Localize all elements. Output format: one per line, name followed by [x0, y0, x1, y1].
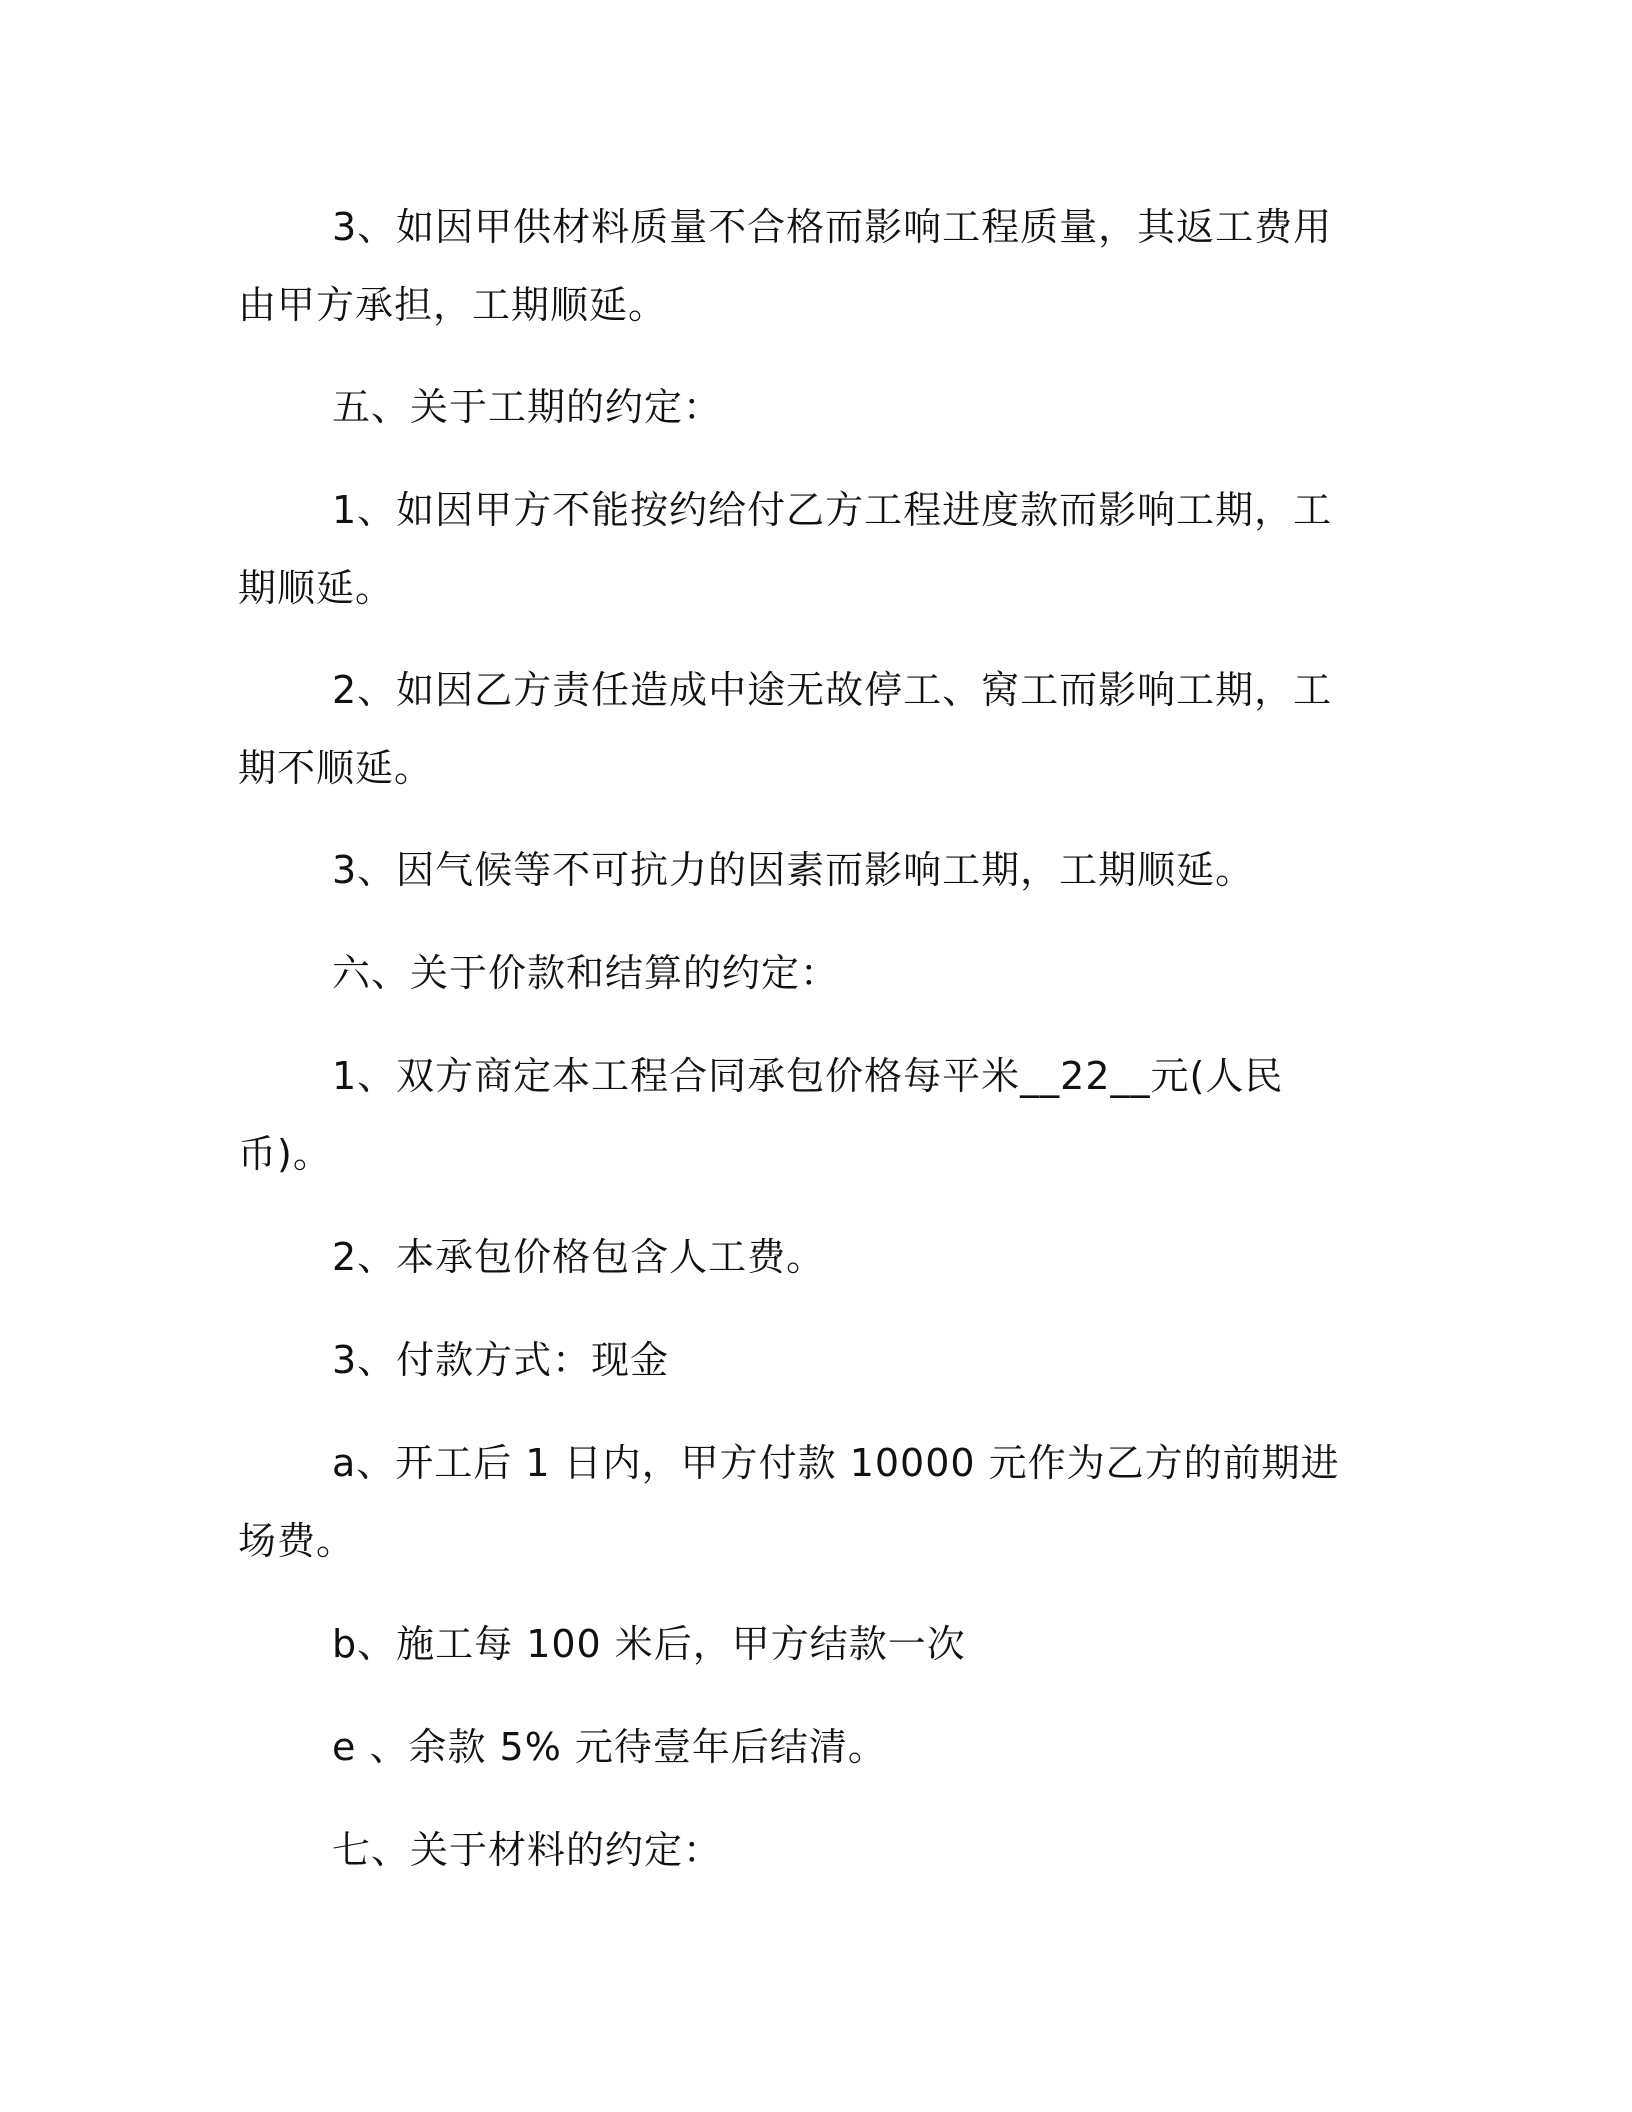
paragraph-price-1: 1、双方商定本工程合同承包价格每平米__22__元(人民币)。 — [238, 1054, 1284, 1176]
paragraph-schedule-1: 1、如因甲方不能按约给付乙方工程进度款而影响工期，工期顺延。 — [238, 488, 1333, 610]
heading-section-six: 六、关于价款和结算的约定： — [332, 951, 840, 995]
paragraph-payment-b: b、施工每 100 米后，甲方结款一次 — [332, 1622, 966, 1666]
paragraph-material-quality: 3、如因甲供材料质量不合格而影响工程质量，其返工费用由甲方承担，工期顺延。 — [238, 205, 1333, 327]
paragraph-payment-method: 3、付款方式：现金 — [332, 1338, 670, 1382]
paragraph-price-2: 2、本承包价格包含人工费。 — [332, 1235, 826, 1279]
paragraph-schedule-2: 2、如因乙方责任造成中途无故停工、窝工而影响工期，工期不顺延。 — [238, 668, 1333, 790]
document-body — [238, 188, 1358, 1914]
paragraph-payment-e: e 、余款 5% 元待壹年后结清。 — [332, 1725, 887, 1769]
paragraph-schedule-3: 3、因气候等不可抗力的因素而影响工期，工期顺延。 — [332, 848, 1255, 892]
heading-section-seven: 七、关于材料的约定： — [332, 1828, 723, 1872]
paragraph-payment-a: a、开工后 1 日内，甲方付款 10000 元作为乙方的前期进场费。 — [238, 1441, 1340, 1563]
heading-section-five: 五、关于工期的约定： — [332, 385, 723, 429]
